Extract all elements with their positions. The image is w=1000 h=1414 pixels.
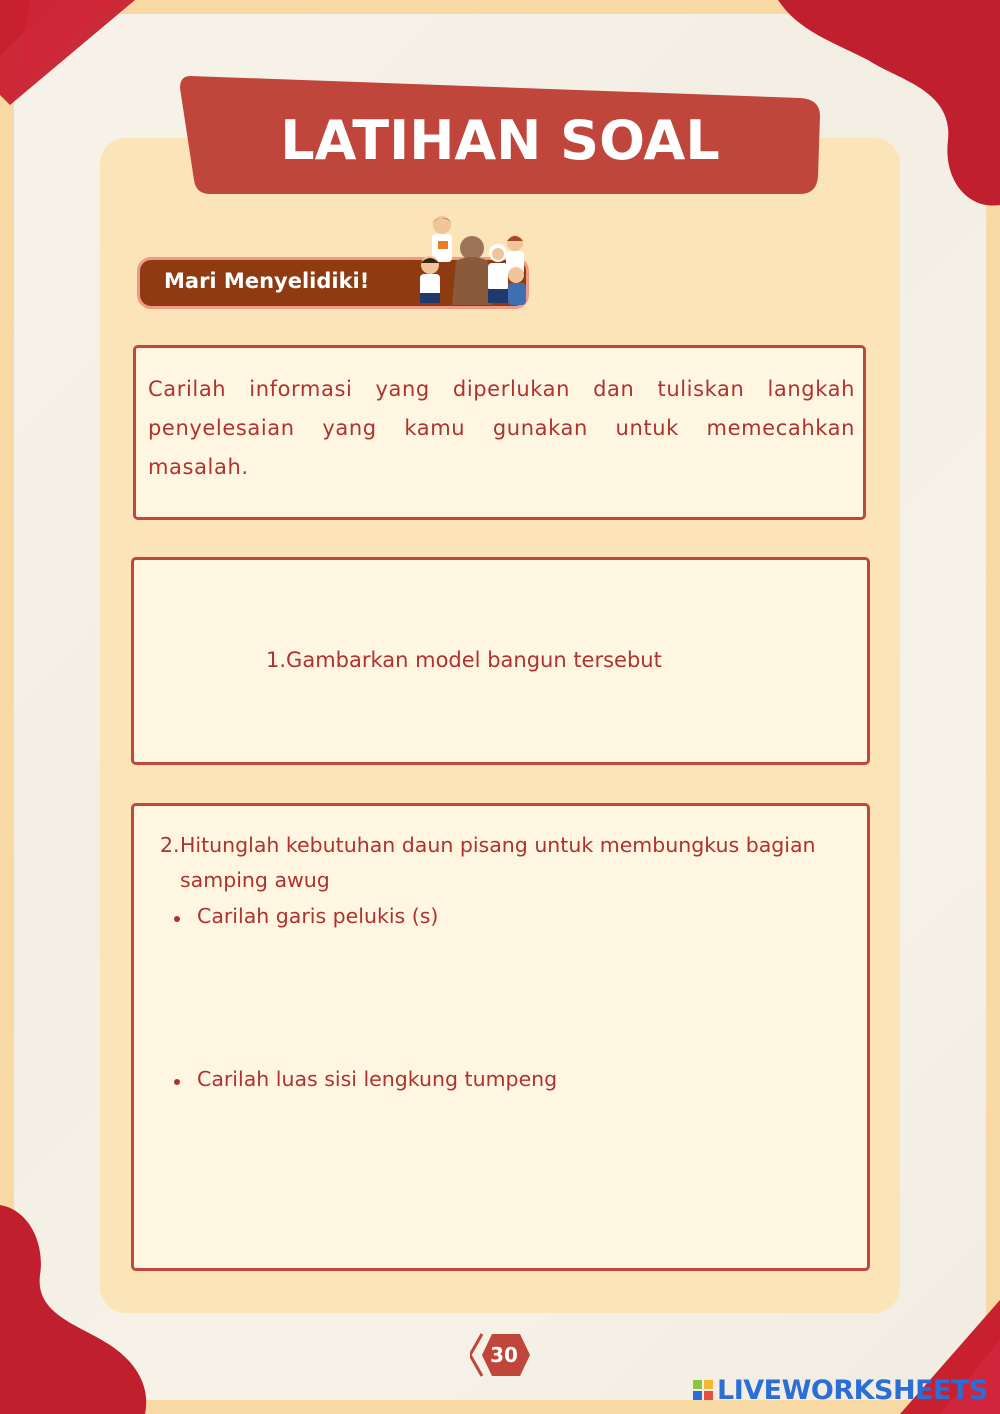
question-1-number: 1. (266, 648, 287, 672)
liveworksheets-logo[interactable] (693, 1373, 988, 1407)
title-banner (180, 76, 820, 194)
liveworksheets-icon (693, 1380, 713, 1400)
question-1 (266, 648, 662, 672)
instruction-text: Carilah informasi yang diperlukan dan tuliskan langkah penyelesaian yang kamu gunakan untuk memecahkan masalah. (148, 377, 855, 479)
page-number-badge (470, 1332, 532, 1378)
section-label: Mari Menyelidiki! (164, 269, 370, 293)
footer-brand: LIVEWORKSHEETS (717, 1374, 988, 1406)
page-number: 30 (490, 1343, 518, 1367)
question-2-text: Hitunglah kebutuhan daun pisang untuk membungkus bagian samping awug (180, 833, 816, 892)
instruction-box (133, 345, 866, 520)
question-2-box: 2. Hitunglah kebutuhan daun pisang untuk membungkus bagian samping awug Carilah garis pelukis (s) Carilah luas sisi lengkung tumpeng (131, 803, 870, 1271)
question-1-text: Gambarkan model bangun tersebut (286, 648, 662, 672)
students-illustration (412, 213, 532, 311)
question-1-box (131, 557, 870, 765)
bullet-dot (174, 1079, 180, 1085)
question-2-number: 2. (160, 833, 180, 857)
bullet-dot (174, 916, 180, 922)
corner-decoration-top-left (0, 0, 150, 110)
page-title: LATIHAN SOAL (280, 108, 720, 172)
